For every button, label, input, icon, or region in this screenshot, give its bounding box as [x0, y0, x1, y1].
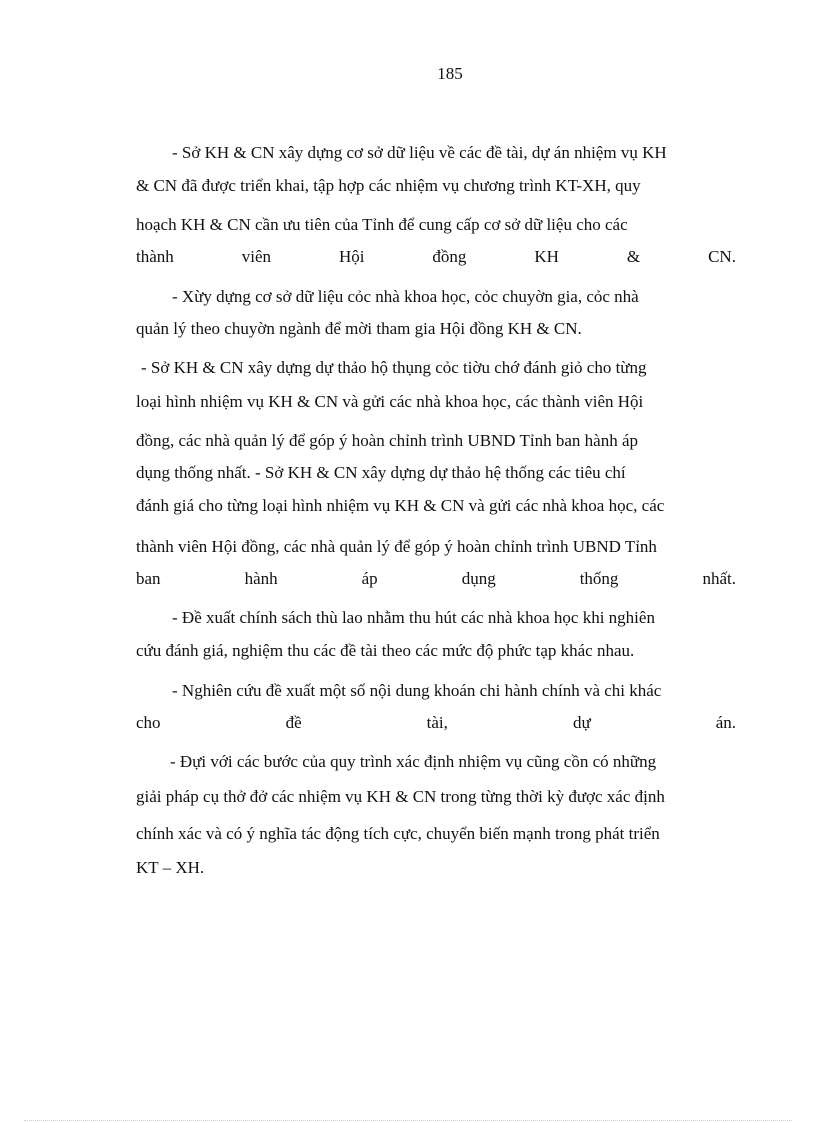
word: viên: [241, 247, 272, 266]
paragraph-5-line-1: - Đựi với các bước của quy trình xác định nhiệm vụ cũng cồn có những: [170, 752, 657, 771]
paragraph-3-line-2: cứu đánh giá, nghiệm thu các đề tài theo các mức độ phức tạp khác nhau.: [136, 641, 635, 660]
paragraph-5-line-3: chính xác và có ý nghĩa tác động tích cực, chuyển biến mạnh trong phát triển: [136, 824, 660, 843]
paragraph-3-line-1: - Đề xuất chính sách thù lao nhằm thu hút các nhà khoa học khi nghiên: [172, 608, 655, 627]
paragraph-4-line-1: - Nghiên cứu đề xuất một số nội dung khoán chi hành chính và chi khác: [172, 681, 662, 700]
paragraph-2-line-6: dụng thống nhất. - Sở KH & CN xây dựng dự thảo hệ thống các tiêu chí: [136, 463, 626, 482]
paragraph-2-line-8: thành viên Hội đồng, các nhà quản lý để góp ý hoàn chỉnh trình UBND Tỉnh: [136, 537, 657, 556]
page-number: 185: [437, 64, 463, 83]
paragraph-2-line-7: đánh giá cho từng loại hình nhiệm vụ KH & CN và gửi các nhà khoa học, các: [136, 496, 665, 515]
word: nhất.: [702, 569, 736, 588]
word: áp: [361, 569, 378, 588]
paragraph-2-line-5: đồng, các nhà quản lý để góp ý hoàn chỉnh trình UBND Tỉnh ban hành áp: [136, 431, 639, 450]
word: thành: [136, 247, 174, 266]
word: thống: [579, 569, 619, 588]
paragraph-5-line-4: KT – XH.: [136, 858, 205, 877]
word: KH: [534, 247, 559, 266]
paragraph-2-line-2: quản lý theo chuyờn ngành để mời tham gia Hội đồng KH & CN.: [136, 319, 582, 338]
paragraph-1-line-3: hoạch KH & CN cần ưu tiên của Tỉnh để cung cấp cơ sở dữ liệu cho các: [136, 215, 628, 234]
word: ban: [136, 569, 161, 588]
paragraph-1-line-1: - Sở KH & CN xây dựng cơ sở dữ liệu về các đề tài, dự án nhiệm vụ KH: [172, 143, 667, 162]
page-bottom-rule: [24, 1120, 792, 1121]
word: dụng: [461, 569, 496, 588]
word: hành: [244, 569, 278, 588]
word: CN.: [708, 247, 736, 266]
word: cho: [136, 713, 161, 732]
paragraph-1-line-2: & CN đã được triển khai, tập hợp các nhiệm vụ chương trình KT-XH, quy: [136, 176, 641, 195]
word: đồng: [432, 247, 467, 266]
word: đề: [285, 713, 302, 732]
word: dự: [572, 713, 591, 732]
paragraph-2-line-4: loại hình nhiệm vụ KH & CN và gửi các nhà khoa học, các thành viên Hội: [136, 392, 644, 411]
paragraph-5-line-2: giải pháp cụ thở đở các nhiệm vụ KH & CN trong từng thời kỳ được xác định: [136, 787, 665, 806]
word: &: [626, 247, 641, 266]
paragraph-2-line-9: [136, 568, 736, 590]
paragraph-2-line-3: - Sở KH & CN xây dựng dự thảo hộ thụng cỏc tiờu chớ đánh giỏ cho từng: [141, 358, 647, 377]
paragraph-2-line-1: - Xừy dựng cơ sở dữ liệu cỏc nhà khoa học, cỏc chuyờn gia, cỏc nhà: [172, 287, 639, 306]
paragraph-4-line-2: [136, 712, 736, 734]
paragraph-1-line-4: [136, 246, 736, 268]
word: Hội: [338, 247, 365, 266]
word: án.: [715, 713, 736, 732]
word: tài,: [426, 713, 448, 732]
